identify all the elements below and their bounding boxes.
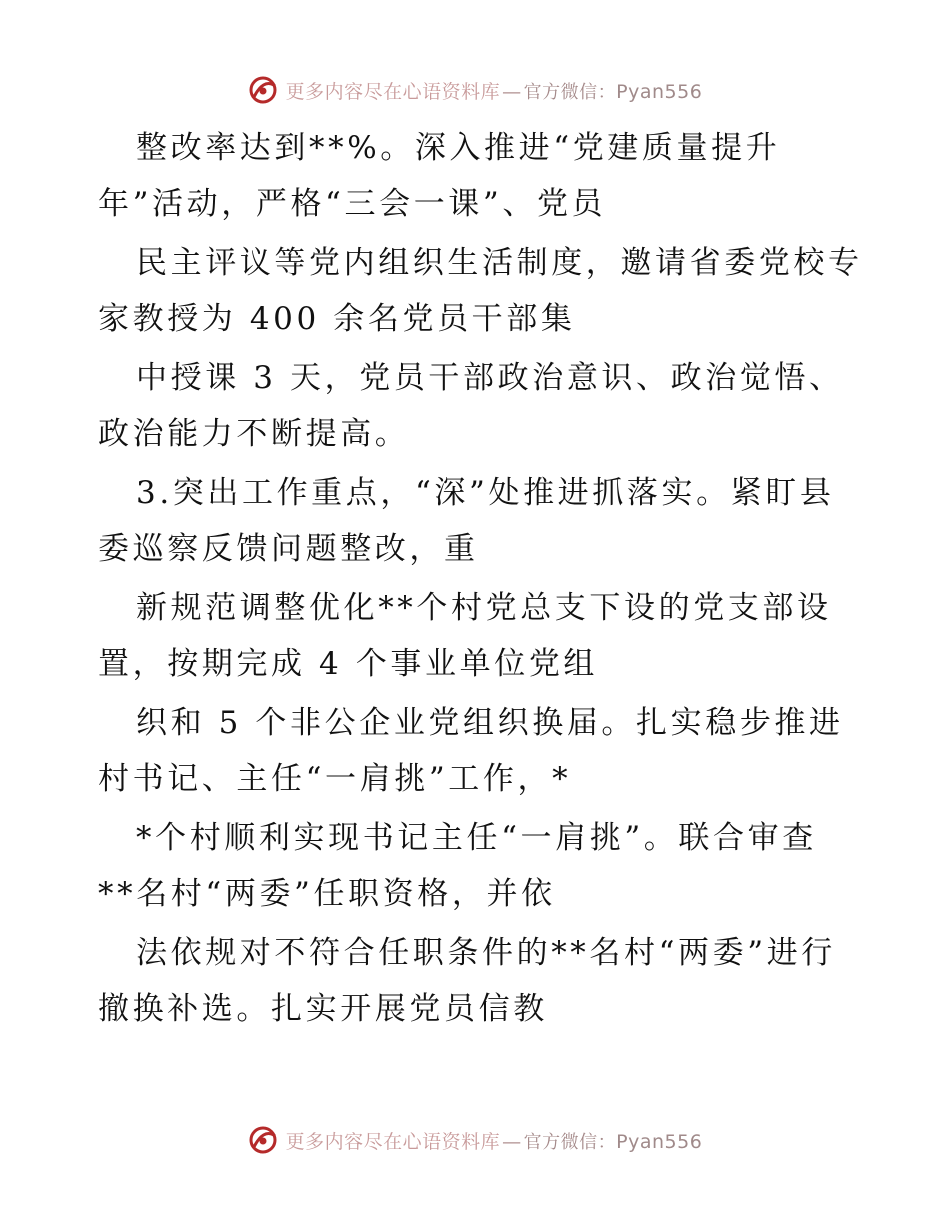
text-line: 家教授为 400 余名党员干部集 — [98, 301, 576, 337]
text-line: 新规范调整优化**个村党总支下设的党支部设 — [136, 590, 832, 626]
text-line: 委巡察反馈问题整改，重 — [98, 531, 479, 567]
footer-watermark — [0, 1120, 950, 1160]
watermark-id: Pyan556 — [616, 1130, 703, 1153]
watermark-label: 官方微信： — [523, 1131, 617, 1153]
text-line: 织和 5 个非公企业党组织换届。扎实稳步推进 — [136, 705, 844, 741]
text-line: 撤换补选。扎实开展党员信教 — [98, 991, 548, 1027]
text-line: 置，按期完成 4 个事业单位党组 — [98, 646, 599, 682]
text-line: 民主评议等党内组织生活制度，邀请省委党校专 — [136, 245, 863, 281]
text-line: *个村顺利实现书记主任“一肩挑”。联合审查 — [136, 820, 817, 856]
text-line: **名村“两委”任职资格，并依 — [98, 876, 556, 912]
text-line: 村书记、主任“一肩挑”工作，* — [98, 761, 572, 797]
text-line: 3.突出工作重点，“深”处推进抓落实。紧盯县 — [136, 475, 835, 511]
watermark-id: Pyan556 — [616, 80, 703, 103]
seal-logo-icon — [248, 75, 278, 105]
text-line: 年”活动，严格“三会一课”、党员 — [98, 186, 607, 222]
text-line: 中授课 3 天，党员干部政治意识、政治觉悟、 — [136, 360, 844, 396]
watermark-text — [286, 77, 703, 104]
text-line: 法依规对不符合任职条件的**名村“两委”进行 — [136, 935, 836, 971]
text-line: 整改率达到**%。深入推进“党建质量提升 — [136, 130, 781, 166]
text-line: 政治能力不断提高。 — [98, 416, 410, 452]
watermark-label: 官方微信： — [523, 81, 617, 103]
watermark-separator: — — [502, 1130, 522, 1153]
watermark-site-name: 更多内容尽在心语资料库 — [285, 1130, 501, 1153]
watermark-site-name: 更多内容尽在心语资料库 — [285, 80, 501, 103]
watermark-text — [286, 1127, 703, 1154]
header-watermark — [0, 70, 950, 110]
watermark-separator: — — [502, 80, 522, 103]
seal-logo-icon — [248, 1125, 278, 1155]
